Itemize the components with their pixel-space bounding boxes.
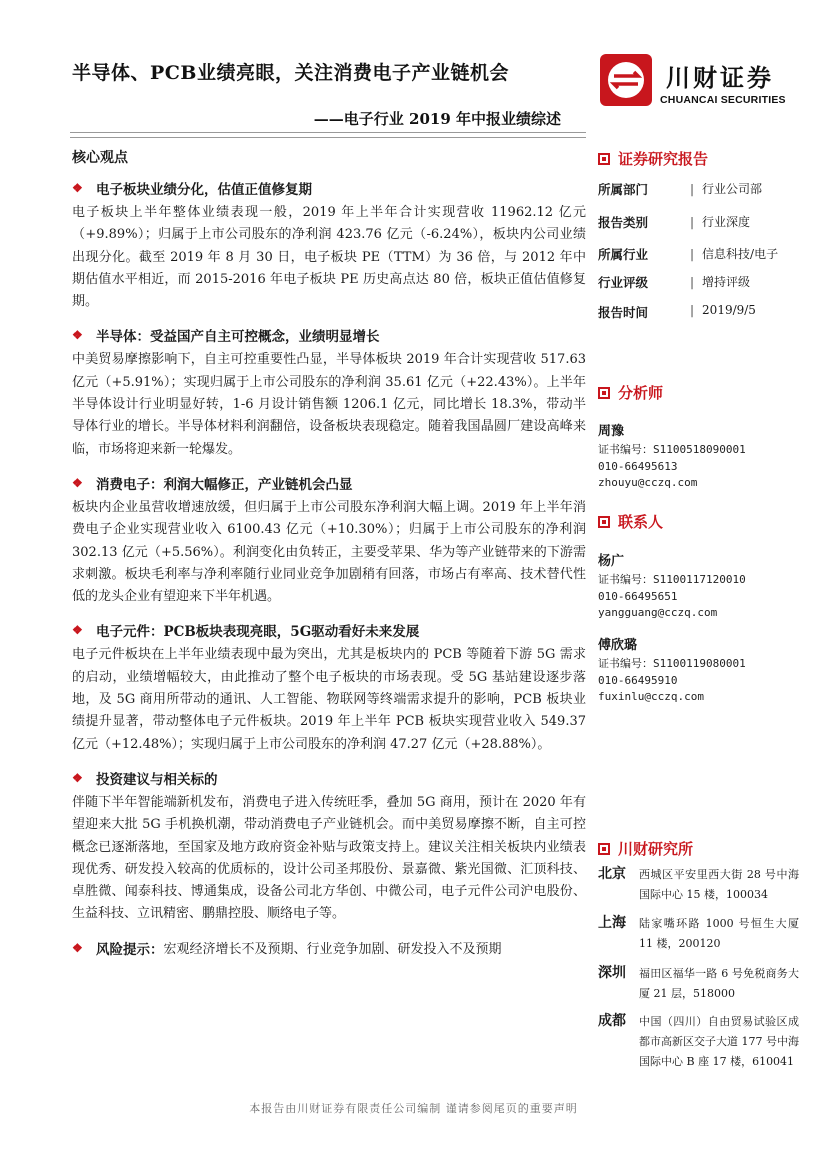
square-bullet-icon [598, 516, 610, 528]
diamond-bullet-icon: ❖ [72, 940, 83, 955]
diamond-bullet-icon: ❖ [72, 770, 83, 785]
section-paragraph: 中美贸易摩擦影响下，自主可控重要性凸显，半导体板块 2019 年合计实现营收 517.63 亿元（+5.91%）；实现归属于上市公司股东的净利润 35.61 亿元（+22.43%）。上半年半导体设计行业明显好转，1-6 月设计销售额 1206.1 亿元，同比增长 18.3%，带动半导体行业的增长。半导体材料利润翻倍，设备板块表现稳定。随着我国晶圆厂建设高峰来临，市场将迎来新一轮爆发。 [72, 352, 586, 457]
diamond-bullet-icon: ❖ [72, 328, 83, 343]
core-views-title: 核心观点 [72, 150, 128, 166]
section-paragraph: 电子元件板块在上半年业绩表现中最为突出，尤其是板块内的 PCB 等随着下游 5G 需求的启动，业绩增幅较大，由此推动了整个电子板块的市场表现。受 5G 基站建设逐步落地，及 5G 商用所带动的通讯、人工智能、物联网等终端需求提升的影响，PCB 板块业绩提升显著，带动整体电子元件板块。2019 年上半年 PCB 板块实现营业收入 549.37 亿元（+12.48%）；实现归属于上市公司股东的净利润 47.27 亿元（+28.88%）。 [72, 647, 586, 752]
diamond-bullet-icon: ❖ [72, 623, 83, 638]
report-subtitle: ——电子行业 2019 年中报业绩综述 [313, 110, 561, 128]
section-heading: ❖ 半导体：受益国产自主可控概念，业绩明显增长 [72, 328, 380, 346]
chuancai-logo-icon [600, 54, 652, 106]
section-paragraph: 板块内企业虽营收增速放缓，但归属于上市公司股东净利润大幅上调。2019 年上半年消费电子企业实现营业收入 6100.43 亿元（+10.30%）；归属于上市公司股东的净利润 302.13 亿元（+5.56%）。利润变化由负转正，主要受苹果、华为等产业链带来的下游需求刺激。板块毛利率与净利率随行业同业竞争加剧稍有回落，市场占有率高、技术替代性低的龙头企业有望迎来下半年机遇。 [72, 499, 586, 605]
risk-text: 宏观经济增长不及预期、行业竞争加剧、研发投入不及预期 [163, 942, 502, 958]
info-row-rating: 行业评级 | 增持评级 [598, 273, 798, 293]
title-divider-bottom [70, 137, 586, 138]
info-row-industry: 所属行业 | 信息科技/电子 [598, 245, 798, 265]
section-paragraph: 电子板块上半年整体业绩表现一般，2019 年上半年合计实现营收 11962.12 亿元（+9.89%）；归属于上市公司股东的净利润 423.76 亿元（-6.24%），板块内公司业绩出现分化。截至 2019 年 8 月 30 日，电子板块 PE（TTM）为 36 倍，与 2012 年中期估值水平相近，而 2015-2016 年电子板块 PE 历史高点达 80 倍，板块正值估值修复期。 [72, 205, 586, 310]
info-row-category: 报告类别 | 行业深度 [598, 213, 798, 233]
diamond-bullet-icon: ❖ [72, 475, 83, 490]
contact-card: 傅欣璐 证书编号：S1100119080001 010-66495910 fuxinlu@cczq.com [598, 634, 803, 706]
logo-name-en: CHUANCAI SECURITIES [660, 94, 786, 106]
institute-heading: 川财研究所 [598, 838, 693, 859]
section-heading: ❖ 投资建议与相关标的 [72, 770, 218, 788]
section-heading: ❖ 消费电子：利润大幅修正，产业链机会凸显 [72, 475, 353, 493]
title-divider-top [70, 132, 586, 133]
diamond-bullet-icon: ❖ [72, 181, 83, 195]
contact-heading: 联系人 [598, 511, 663, 532]
core-views [72, 148, 586, 962]
contact-email[interactable]: yangguang@cczq.com [598, 606, 718, 619]
footer-disclaimer: 本报告由川财证券有限责任公司编制 谨请参阅尾页的重要声明 [249, 1102, 578, 1115]
info-row-date: 报告时间 | 2019/9/5 [598, 303, 798, 323]
analyst-card: 周豫 证书编号：S1100518090001 010-66495613 zhouyu@cczq.com [598, 420, 803, 492]
contact-email[interactable]: fuxinlu@cczq.com [598, 690, 704, 703]
info-row-department: 所属部门 | 行业公司部 [598, 180, 798, 200]
section-paragraph: 伴随下半年智能端新机发布，消费电子进入传统旺季，叠加 5G 商用，预计在 2020 年有望迎来大批 5G 手机换机潮，带动消费电子产业链机会。而中美贸易摩擦不断，自主可控概念已逐渐落地，至国家及地方政府资金补贴与政策支持上。建议关注相关板块内业绩表现优秀、研发投入较高的优质标的，设计公司圣邦股份、景嘉微、紫光国微、汇顶科技、卓胜微、闻泰科技、博通集成，设备公司北方华创、中微公司，电子元件公司沪电股份、生益科技、立讯精密、鹏鼎控股、顺络电子等。 [72, 794, 586, 922]
contact-card: 杨广 证书编号：S1100117120010 010-66495651 yangguang@cczq.com [598, 550, 803, 622]
section-heading: ❖ 电子板块业绩分化，估值正值修复期 [72, 181, 312, 198]
analyst-email[interactable]: zhouyu@cczq.com [598, 476, 698, 489]
analyst-heading: 分析师 [598, 382, 663, 403]
section-heading: ❖ 电子元件：PCB板块表现亮眼，5G驱动看好未来发展 [72, 623, 420, 641]
logo-name-cn: 川财证券 [666, 64, 774, 92]
square-bullet-icon [598, 153, 610, 165]
company-logo [600, 54, 800, 114]
risk-label: 风险提示： [96, 941, 164, 958]
risk-notice [72, 934, 586, 962]
square-bullet-icon [598, 387, 610, 399]
report-title: 半导体、PCB业绩亮眼，关注消费电子产业链机会 [72, 62, 509, 84]
square-bullet-icon [598, 843, 610, 855]
report-heading: 证券研究报告 [598, 148, 708, 169]
